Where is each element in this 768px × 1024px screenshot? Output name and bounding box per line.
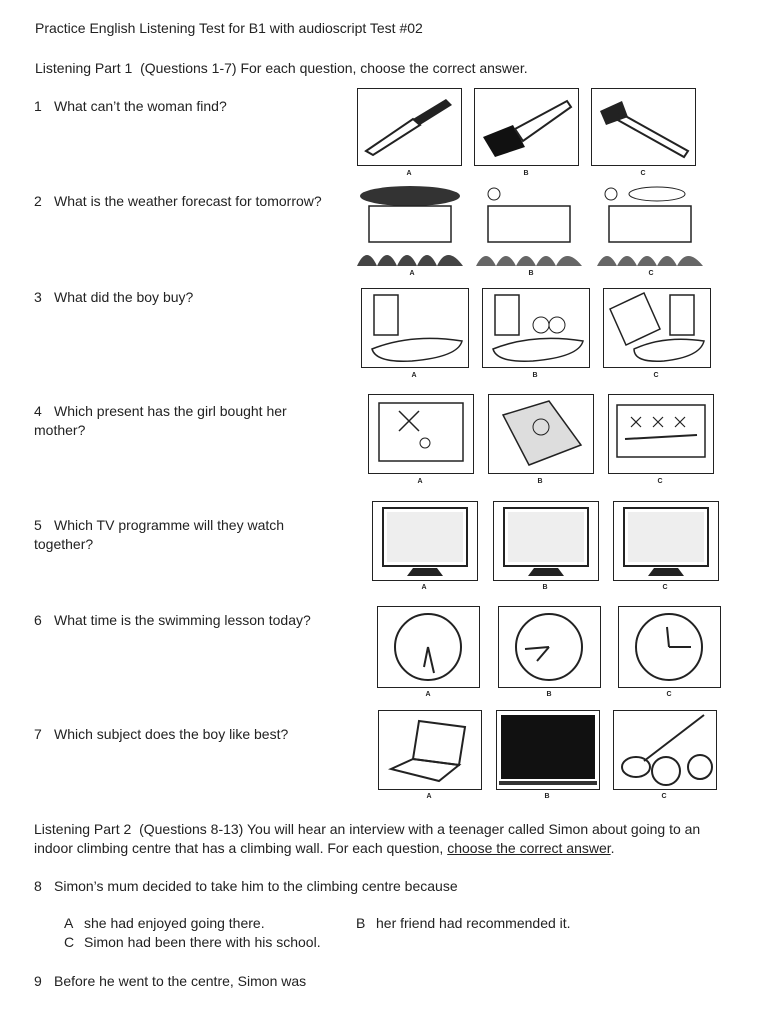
option-letter: C [657, 478, 663, 485]
question-number: 3 [34, 289, 42, 305]
question-number: 8 [34, 878, 42, 894]
stormy-stage-icon[interactable] [357, 184, 463, 266]
partly-sunny-stage-icon[interactable] [597, 184, 703, 266]
option-letter: A [417, 478, 423, 485]
option-letter: B [356, 915, 366, 931]
option-letter: C [653, 372, 659, 379]
option-letter: A [426, 793, 432, 800]
question-3 [34, 288, 193, 307]
tv-music-icon[interactable] [372, 501, 478, 581]
question-text: What can’t the woman find? [54, 98, 227, 114]
option-letter: B [528, 270, 534, 277]
question-5 [34, 516, 324, 554]
part2-range: (Questions 8-13) [139, 821, 244, 837]
part1-instruction: For each question, choose the correct answer. [240, 60, 528, 76]
question-1 [34, 97, 227, 116]
option-letter: B [544, 793, 550, 800]
option-letter: A [64, 915, 74, 931]
option-letter: A [421, 584, 427, 591]
option-letter: C [640, 170, 646, 177]
option-8a[interactable] [64, 915, 265, 931]
question-text: Which subject does the boy like best? [54, 726, 289, 742]
option-letter: C [662, 584, 668, 591]
juice-tomatoes-bread-icon[interactable] [482, 288, 590, 368]
question-number: 7 [34, 726, 42, 742]
question-number: 9 [34, 973, 42, 989]
option-text: her friend had recommended it. [376, 915, 571, 931]
option-letter: B [532, 372, 538, 379]
photo-frame-icon[interactable] [488, 394, 594, 474]
part2-heading-label: Listening Part 2 [34, 821, 132, 837]
option-letter: B [546, 691, 552, 698]
option-letter: C [661, 793, 667, 800]
question-7 [34, 725, 288, 744]
knife-icon[interactable] [357, 88, 462, 166]
option-letter: B [523, 170, 529, 177]
part1-heading-label: Listening Part 1 [35, 60, 133, 76]
option-letter: A [425, 691, 431, 698]
option-text: she had enjoyed going there. [84, 915, 265, 931]
option-letter: C [64, 934, 75, 950]
option-text: Simon had been there with his school. [84, 934, 321, 950]
page-title: Practice English Listening Test for B1 with audioscript Test #02 [35, 20, 423, 36]
option-letter: A [411, 372, 417, 379]
option-8c[interactable] [64, 934, 321, 950]
option-letter: C [666, 691, 672, 698]
juice-bread-icon[interactable] [361, 288, 469, 368]
clock-icon[interactable] [618, 606, 721, 688]
pen-box-icon[interactable] [608, 394, 714, 474]
clock-icon[interactable] [498, 606, 601, 688]
question-number: 2 [34, 193, 42, 209]
question-text: Simon’s mum decided to take him to the climbing centre because [54, 878, 458, 894]
part2-instruction: You will hear an interview with a teenager called Simon about going to an indoor climbing centre that has a climbing wall. For each question, [34, 821, 701, 856]
hammer-icon[interactable] [591, 88, 696, 166]
question-8 [34, 877, 458, 896]
blackboard-map-icon[interactable] [496, 710, 600, 790]
part2-instruction-underlined: choose the correct answer [447, 840, 611, 856]
question-number: 5 [34, 517, 42, 533]
sunny-stage-icon[interactable] [476, 184, 582, 266]
tv-sport-icon[interactable] [493, 501, 599, 581]
option-letter: A [406, 170, 412, 177]
question-text: What is the weather forecast for tomorrow? [54, 193, 322, 209]
laptop-icon[interactable] [378, 710, 482, 790]
question-4 [34, 402, 324, 440]
option-letter: C [648, 270, 654, 277]
question-number: 6 [34, 612, 42, 628]
question-number: 1 [34, 98, 42, 114]
paintbrush-icon[interactable] [474, 88, 579, 166]
newspaper-juice-bread-icon[interactable] [603, 288, 711, 368]
tv-animals-icon[interactable] [613, 501, 719, 581]
option-8b[interactable] [356, 915, 571, 931]
part1-range: (Questions 1-7) [140, 60, 237, 76]
question-number: 4 [34, 403, 42, 419]
part2-heading [34, 820, 734, 858]
jewellery-box-icon[interactable] [368, 394, 474, 474]
option-letter: B [542, 584, 548, 591]
question-text: Before he went to the centre, Simon was [54, 973, 307, 989]
question-text: What time is the swimming lesson today? [54, 612, 311, 628]
question-2 [34, 192, 322, 211]
question-text: Which present has the girl bought her mother? [34, 403, 287, 438]
question-6 [34, 611, 311, 630]
option-letter: B [537, 478, 543, 485]
sports-balls-icon[interactable] [613, 710, 717, 790]
question-text: What did the boy buy? [54, 289, 194, 305]
question-text: Which TV programme will they watch together? [34, 517, 285, 552]
option-letter: A [409, 270, 415, 277]
part1-heading [35, 60, 528, 76]
clock-icon[interactable] [377, 606, 480, 688]
part2-instruction-end: . [610, 840, 615, 856]
question-9 [34, 972, 306, 991]
